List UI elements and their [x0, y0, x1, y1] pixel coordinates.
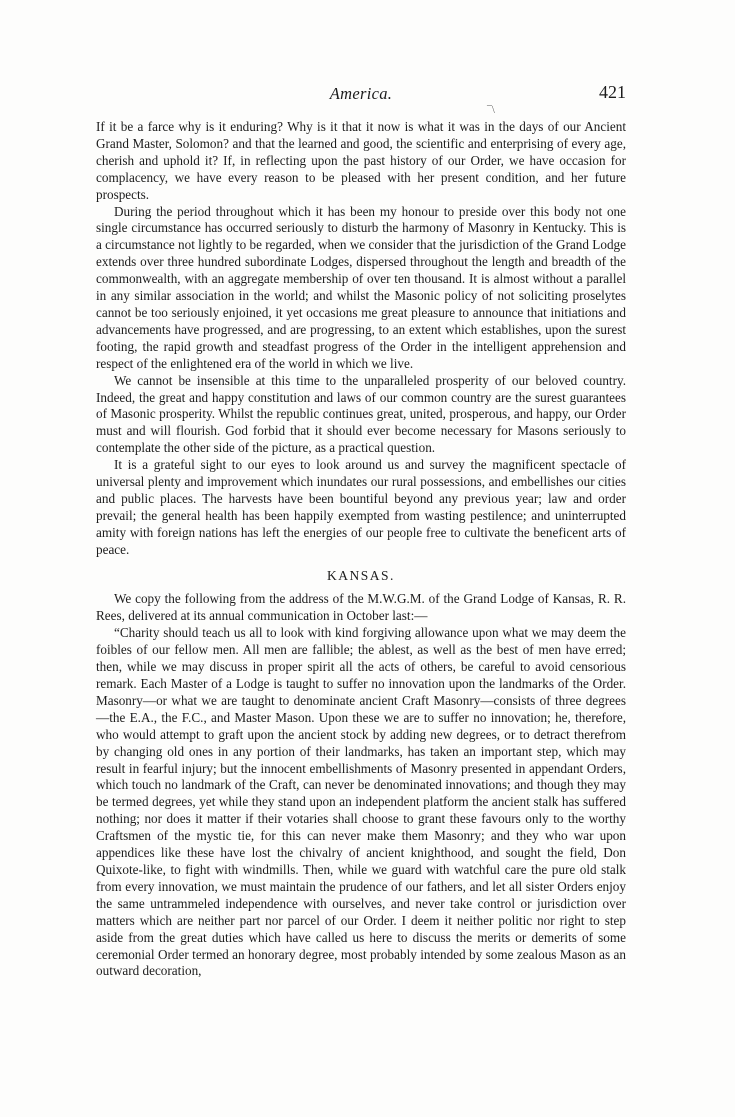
section-title: KANSAS.: [327, 567, 395, 583]
paragraph-grateful-sight: It is a grateful sight to our eyes to look around us and survey the magnificent spectacle of universal plenty and improvement which inundates our rural possessions, and embellishes our cities and public places. The harvests have been bountiful beyond any previous year; law and order prevail; the general health has been happily exempted from wasting pestilence; and uninterrupted amity with foreign nations has left the energies of our people free to cultivate the beneficent arts of peace.: [96, 457, 626, 557]
paragraph-charity-quote: “Charity should teach us all to look with kind forgiving allowance upon what we may deem the foibles of our fellow men. All men are fallible; the ablest, as well as the best of men have erred; then, while we may discuss in proper spirit all the acts of others, be careful to avoid censorious remark. Each Master of a Lodge is taught to suffer no innovation upon the landmarks of the Order. Masonry—or what we are taught to denominate ancient Craft Masonry—consists of three degrees—the E.A., the F.C., and Master Mason. Upon these we are to suffer no innovation; he, therefore, who would attempt to graft upon the ancient stock by adding new degrees, or to detract therefrom by changing old ones in any portion of their landmarks, has taken an important step, which may result in fearful injury; but the innocent embellishments of Masonry presented in appendant Orders, which touch no landmark of the Craft, can never be denominated innovations; and though they may be termed degrees, yet while they stand upon an independent platform the ancient stalk has suffered nothing; nor does it matter if their votaries shall choose to grant these favours only to the worthy Craftsmen of the mystic tie, for this can never make them Masonry; and they who war upon appendices like these have lost the chivalry of ancient knighthood, and sought the field, Don Quixote-like, to fight with windmills. Then, while we guard with watchful care the pure old stalk from every innovation, we must maintain the prudence of our fathers, and let all sister Orders enjoy the same untrammeled independence with ourselves, and never take control or jurisdiction over matters which are neither part nor parcel of our Order. I deem it neither politic nor right to step aside from the great duties which have called us here to discuss the merits or demerits of some ceremonial Order termed an honorary degree, most probably intended by some zealous Mason as an outward decoration,: [96, 625, 626, 979]
paragraph-continued: If it be a farce why is it enduring? Why is it that it now is what it was in the days of our Ancient Grand Master, Solomon? and that the learned and good, the scientific and enterprising of every age, cherish and uphold it? If, in reflecting upon the past history of our Order, we have occasion for complacency, we have every reason to be pleased with her present condition, and her future prospects.: [96, 119, 626, 202]
running-title: America.: [329, 84, 393, 103]
print-mark: ¯\: [487, 105, 495, 116]
running-head: [96, 84, 626, 106]
paragraph-country-prosperity: We cannot be insensible at this time to the unparalleled prosperity of our beloved country. Indeed, the great and happy constitution and laws of our common country are the surest guarantees of Masonic prosperity. Whilst the republic continues great, united, prosperous, and happy, our Order must and will flourish. God forbid that it should ever become necessary for Masons seriously to contemplate the other side of the picture, as a practical question.: [96, 372, 626, 456]
text-column: [96, 119, 626, 980]
paragraph-kentucky-harmony: During the period throughout which it has been my honour to preside over this body not one single circumstance has occurred seriously to disturb the harmony of Masonry in Kentucky. This is a circumstance not lightly to be regarded, when we consider that the jurisdiction of the Grand Lodge extends over three hundred subordinate Lodges, dispersed throughout the length and breadth of the commonwealth, with an aggregate membership of over ten thousand. It is almost without a parallel in any similar association in the world; and whilst the Masonic policy of not soliciting proselytes cannot be too seriously enjoined, it yet occasions me great pleasure to announce that initiations and advancements have progressed, and are progressing, to an extent which establishes, upon the surest footing, the rapid growth and steadfast progress of the Order in the intelligent apprehension and respect of the enlightened era of the world in which we live.: [96, 203, 626, 371]
paragraph-kansas-intro: We copy the following from the address of the M.W.G.M. of the Grand Lodge of Kansas, R. R. Rees, delivered at its annual communication in October last:—: [96, 591, 626, 624]
page-number: 421: [599, 82, 626, 102]
